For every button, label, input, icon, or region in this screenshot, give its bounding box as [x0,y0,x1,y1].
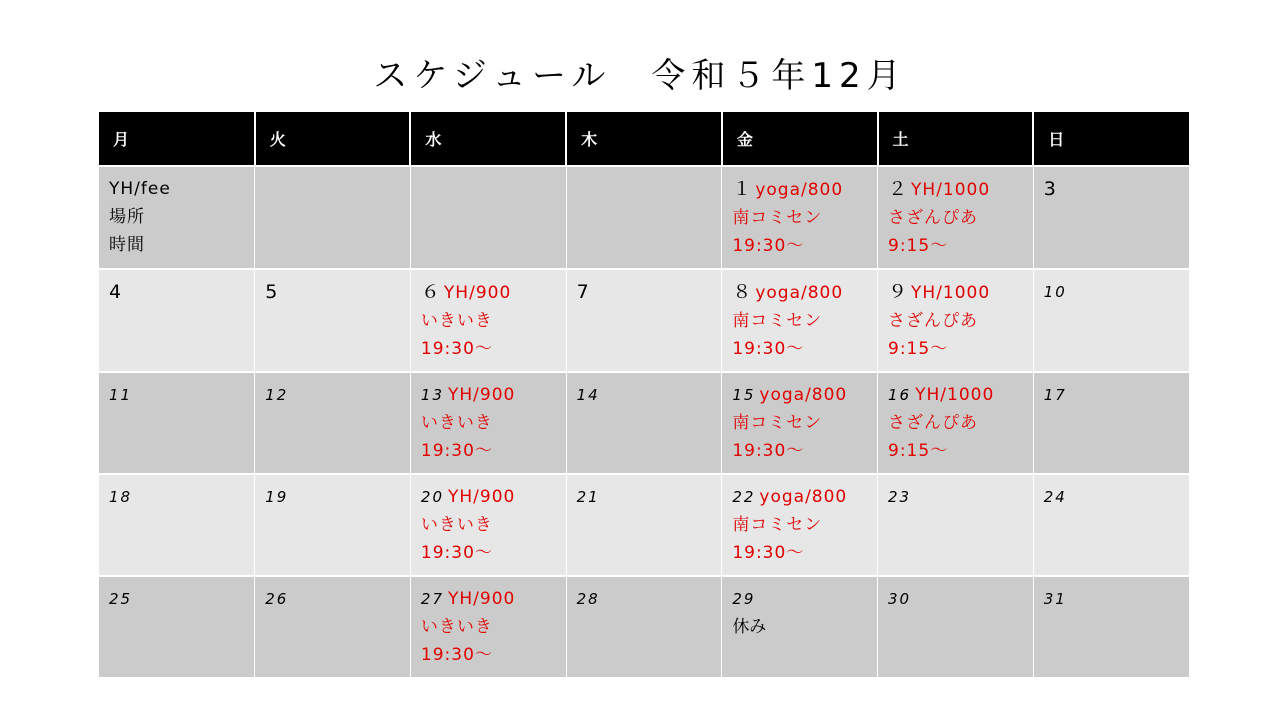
day-number: 11 [109,386,133,404]
day-number: 28 [576,590,600,608]
day-header-line [421,483,556,511]
event-time: 19:30～ [732,543,805,563]
day-header-line [577,381,712,409]
event-time: 19:30～ [732,441,805,461]
day-header-line [888,381,1023,409]
day-cell [255,474,411,576]
event-place: さざんぴあ [888,413,979,433]
day-header-line [888,278,1023,307]
day-number: 4 [109,281,122,303]
weekday-header: 火 [255,112,411,166]
day-number: 10 [1043,283,1067,301]
day-number: 16 [888,386,912,404]
event-time: 19:30～ [420,543,493,563]
day-number: 3 [1043,178,1056,200]
day-header-line [888,175,1023,204]
event-time: 19:30～ [420,441,493,461]
event-fee: yoga/800 [759,487,848,507]
day-cell [255,372,411,474]
day-number: ２ [888,178,908,200]
day-header-line [421,585,556,613]
day-cell [722,269,878,372]
day-number: 7 [576,281,589,303]
day-number: 13 [420,386,444,404]
day-cell [722,166,878,269]
day-header-line [265,483,400,511]
event-place: さざんぴあ [888,208,979,228]
event-place: いきいき [420,617,493,637]
day-header-line [1044,585,1179,613]
day-cell [878,576,1034,677]
event-time: 9:15～ [888,441,949,461]
day-cell [99,576,255,677]
day-number: 15 [732,386,756,404]
day-header-line [577,278,712,307]
day-cell [99,372,255,474]
day-header-line [1044,483,1179,511]
day-number: 25 [109,590,133,608]
legend-label: YH/fee [109,179,171,199]
day-number: ６ [420,281,440,303]
day-cell [566,576,722,677]
day-header-line [1044,278,1179,306]
day-number: 22 [732,488,756,506]
day-cell [99,269,255,372]
day-cell [1033,166,1189,269]
event-fee: yoga/800 [755,283,844,303]
day-header-line [265,381,400,409]
day-header-line [732,381,867,409]
day-cell [722,576,878,677]
day-header-line [577,483,712,511]
day-header-line [888,483,1023,511]
event-fee: YH/900 [448,487,516,507]
day-header-line [109,585,244,613]
week-row [99,269,1189,372]
event-time: 9:15～ [888,339,949,359]
day-number: ９ [888,281,908,303]
day-number: 30 [888,590,912,608]
day-number: 20 [420,488,444,506]
event-fee: YH/900 [448,589,516,609]
day-cell [410,166,566,269]
day-cell [878,269,1034,372]
day-cell [410,269,566,372]
day-cell [566,474,722,576]
day-header-line [888,585,1023,613]
event-place: いきいき [420,413,493,433]
day-number: ８ [732,281,752,303]
weekday-header: 水 [410,112,566,166]
day-number: 27 [420,590,444,608]
event-fee: YH/1000 [915,385,995,405]
day-cell [566,372,722,474]
day-number: 29 [732,590,756,608]
day-header-line [732,483,867,511]
day-header-line [109,381,244,409]
day-cell [410,576,566,677]
event-fee: YH/1000 [911,180,991,200]
day-cell [878,474,1034,576]
day-cell [566,166,722,269]
day-header-line [1044,381,1179,409]
day-cell [99,166,255,269]
event-time: 19:30～ [420,645,493,665]
day-number: 26 [265,590,289,608]
event-place: さざんぴあ [888,311,979,331]
day-cell [255,576,411,677]
event-place: 南コミセン [732,515,823,535]
day-cell [722,474,878,576]
schedule-calendar [99,112,1189,677]
day-cell [255,269,411,372]
day-header-line [265,585,400,613]
day-number: 19 [265,488,289,506]
weekday-header-row [99,112,1189,166]
day-number: 21 [576,488,600,506]
day-header-line [109,278,244,307]
event-fee: YH/1000 [911,283,991,303]
event-fee: YH/900 [443,283,512,303]
day-cell [1033,372,1189,474]
event-fee: yoga/800 [759,385,848,405]
week-row [99,474,1189,576]
legend-label: 場所 [109,207,145,227]
day-header-line [577,585,712,613]
event-time: 19:30～ [420,339,493,359]
event-place: 南コミセン [732,413,823,433]
day-cell [255,166,411,269]
day-cell [410,474,566,576]
event-time: 9:15～ [888,236,949,256]
weekday-header: 日 [1033,112,1189,166]
event-time: 19:30～ [732,339,805,359]
day-header-line [421,278,556,307]
day-number: １ [732,178,752,200]
day-header-line [732,585,867,613]
day-number: 12 [265,386,289,404]
day-header-line [1044,175,1179,204]
day-header-line [265,278,400,307]
event-fee: YH/900 [448,385,516,405]
day-number: 14 [576,386,600,404]
event-place: 南コミセン [732,208,823,228]
weekday-header: 月 [99,112,255,166]
day-note: 休み [732,617,767,637]
day-cell [1033,474,1189,576]
event-place: いきいき [420,515,493,535]
day-number: 31 [1043,590,1067,608]
event-fee: yoga/800 [755,180,844,200]
event-place: 南コミセン [732,311,823,331]
day-header-line [421,381,556,409]
day-cell [1033,576,1189,677]
page-title: スケジュール 令和５年12月 [373,56,907,96]
day-cell [878,372,1034,474]
day-number: 24 [1043,488,1067,506]
week-row [99,576,1189,677]
day-cell [410,372,566,474]
weekday-header: 金 [722,112,878,166]
day-cell [722,372,878,474]
day-header-line [109,483,244,511]
day-number: 18 [109,488,133,506]
week-row [99,166,1189,269]
weekday-header: 木 [566,112,722,166]
day-number: 23 [888,488,912,506]
legend-label: 時間 [109,235,145,255]
weekday-header: 土 [878,112,1034,166]
event-time: 19:30～ [732,236,805,256]
day-cell [99,474,255,576]
event-place: いきいき [420,311,493,331]
day-header-line [732,175,867,204]
day-header-line [732,278,867,307]
day-number: 5 [265,281,278,303]
day-cell [878,166,1034,269]
day-number: 17 [1043,386,1067,404]
day-cell [1033,269,1189,372]
day-cell [566,269,722,372]
week-row [99,372,1189,474]
